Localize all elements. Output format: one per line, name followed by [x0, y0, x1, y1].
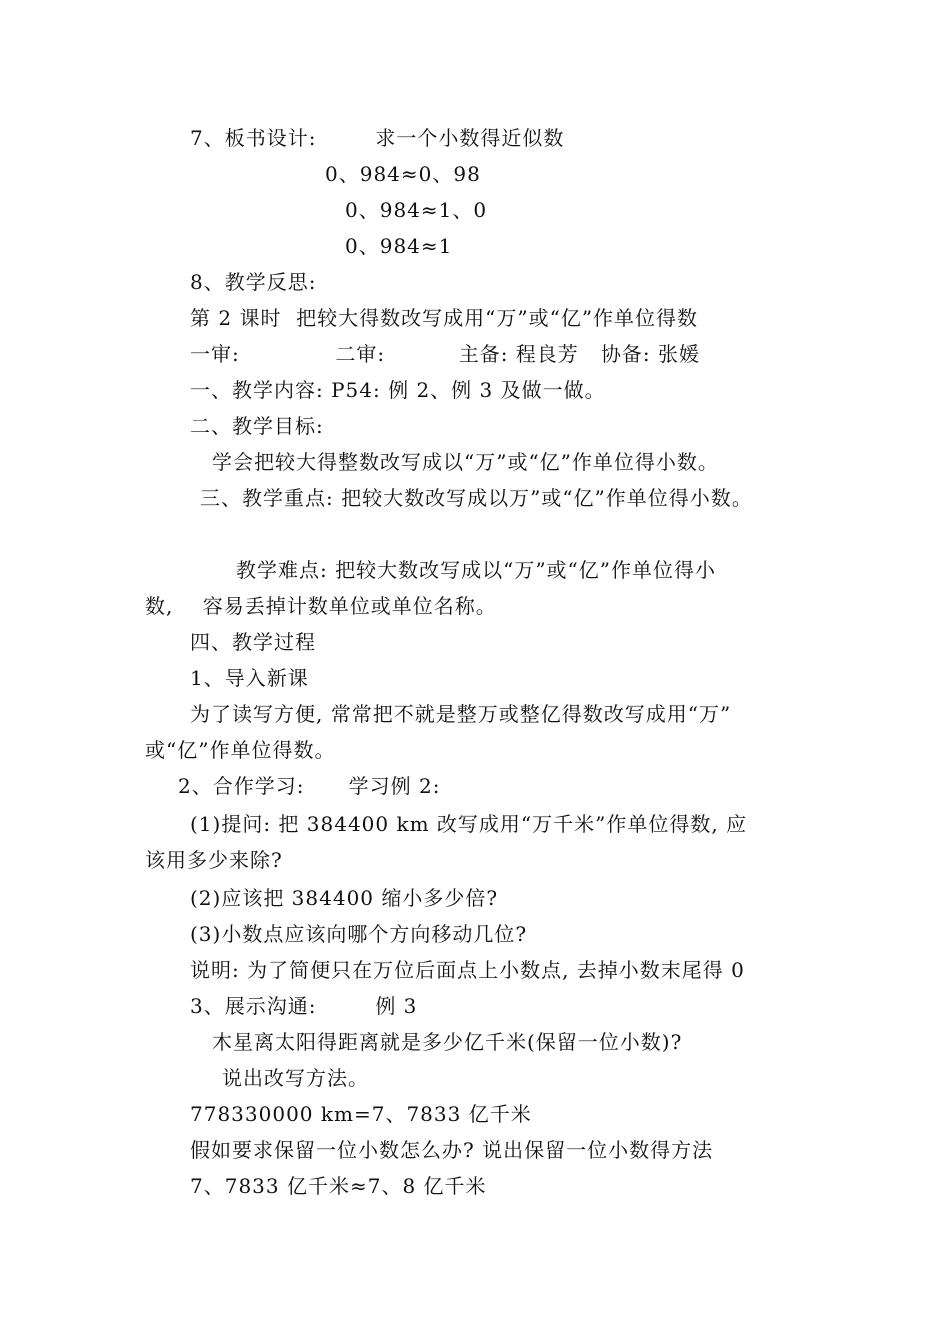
approx-line-3: 0、984≈1	[345, 234, 453, 258]
key-points-line: 三、教学重点: 把较大数改写成以万”或“亿”作单位得小数。	[200, 486, 753, 510]
approx-line-1: 0、984≈0、98	[325, 162, 481, 186]
lesson-title: 第 2 课时 把较大得数改写成用“万”或“亿”作单位得数	[190, 306, 699, 330]
question-2: (2)应该把 384400 缩小多少倍?	[190, 886, 499, 910]
conversion-line: 778330000 km=7、7833 亿千米	[190, 1102, 532, 1126]
goals-text: 学会把较大得整数改写成以“万”或“亿”作单位得小数。	[212, 450, 719, 474]
board-design-line: 7、板书设计: 求一个小数得近似数	[190, 126, 565, 150]
cooperative-heading: 2、合作学习: 学习例 2:	[178, 774, 441, 798]
reflection-heading: 8、教学反思:	[190, 270, 317, 294]
intro-text: 为了读写方便, 常常把不就是整万或整亿得数改写成用“万”	[190, 702, 732, 726]
explanation-line: 说明: 为了简便只在万位后面点上小数点, 去掉小数末尾得 0	[190, 958, 745, 982]
review-line: 一审: 二审: 主备: 程良芳 协备: 张媛	[190, 342, 700, 366]
method-prompt: 说出改写方法。	[222, 1066, 369, 1090]
intro-text-continued: 或“亿”作单位得数。	[145, 738, 336, 762]
question-3: (3)小数点应该向哪个方向移动几位?	[190, 922, 528, 946]
difficulty-continued: 数, 容易丢掉计数单位或单位名称。	[145, 594, 497, 618]
show-heading: 3、展示沟通: 例 3	[190, 994, 418, 1018]
goals-heading: 二、教学目标:	[190, 414, 324, 438]
question-1-continued: 该用多少来除?	[145, 848, 283, 872]
approx-line-2: 0、984≈1、0	[345, 198, 488, 222]
process-heading: 四、教学过程	[190, 630, 316, 654]
rounding-question: 假如要求保留一位小数怎么办? 说出保留一位小数得方法	[190, 1138, 714, 1162]
question-1: (1)提问: 把 384400 km 改写成用“万千米”作单位得数, 应	[190, 812, 748, 836]
difficulty-line: 教学难点: 把较大数改写成以“万”或“亿”作单位得小	[236, 558, 716, 582]
jupiter-question: 木星离太阳得距离就是多少亿千米(保留一位小数)?	[212, 1030, 683, 1054]
rounding-result: 7、7833 亿千米≈7、8 亿千米	[190, 1174, 487, 1198]
intro-heading: 1、导入新课	[190, 666, 309, 690]
content-line: 一、教学内容: P54: 例 2、例 3 及做一做。	[190, 378, 606, 402]
